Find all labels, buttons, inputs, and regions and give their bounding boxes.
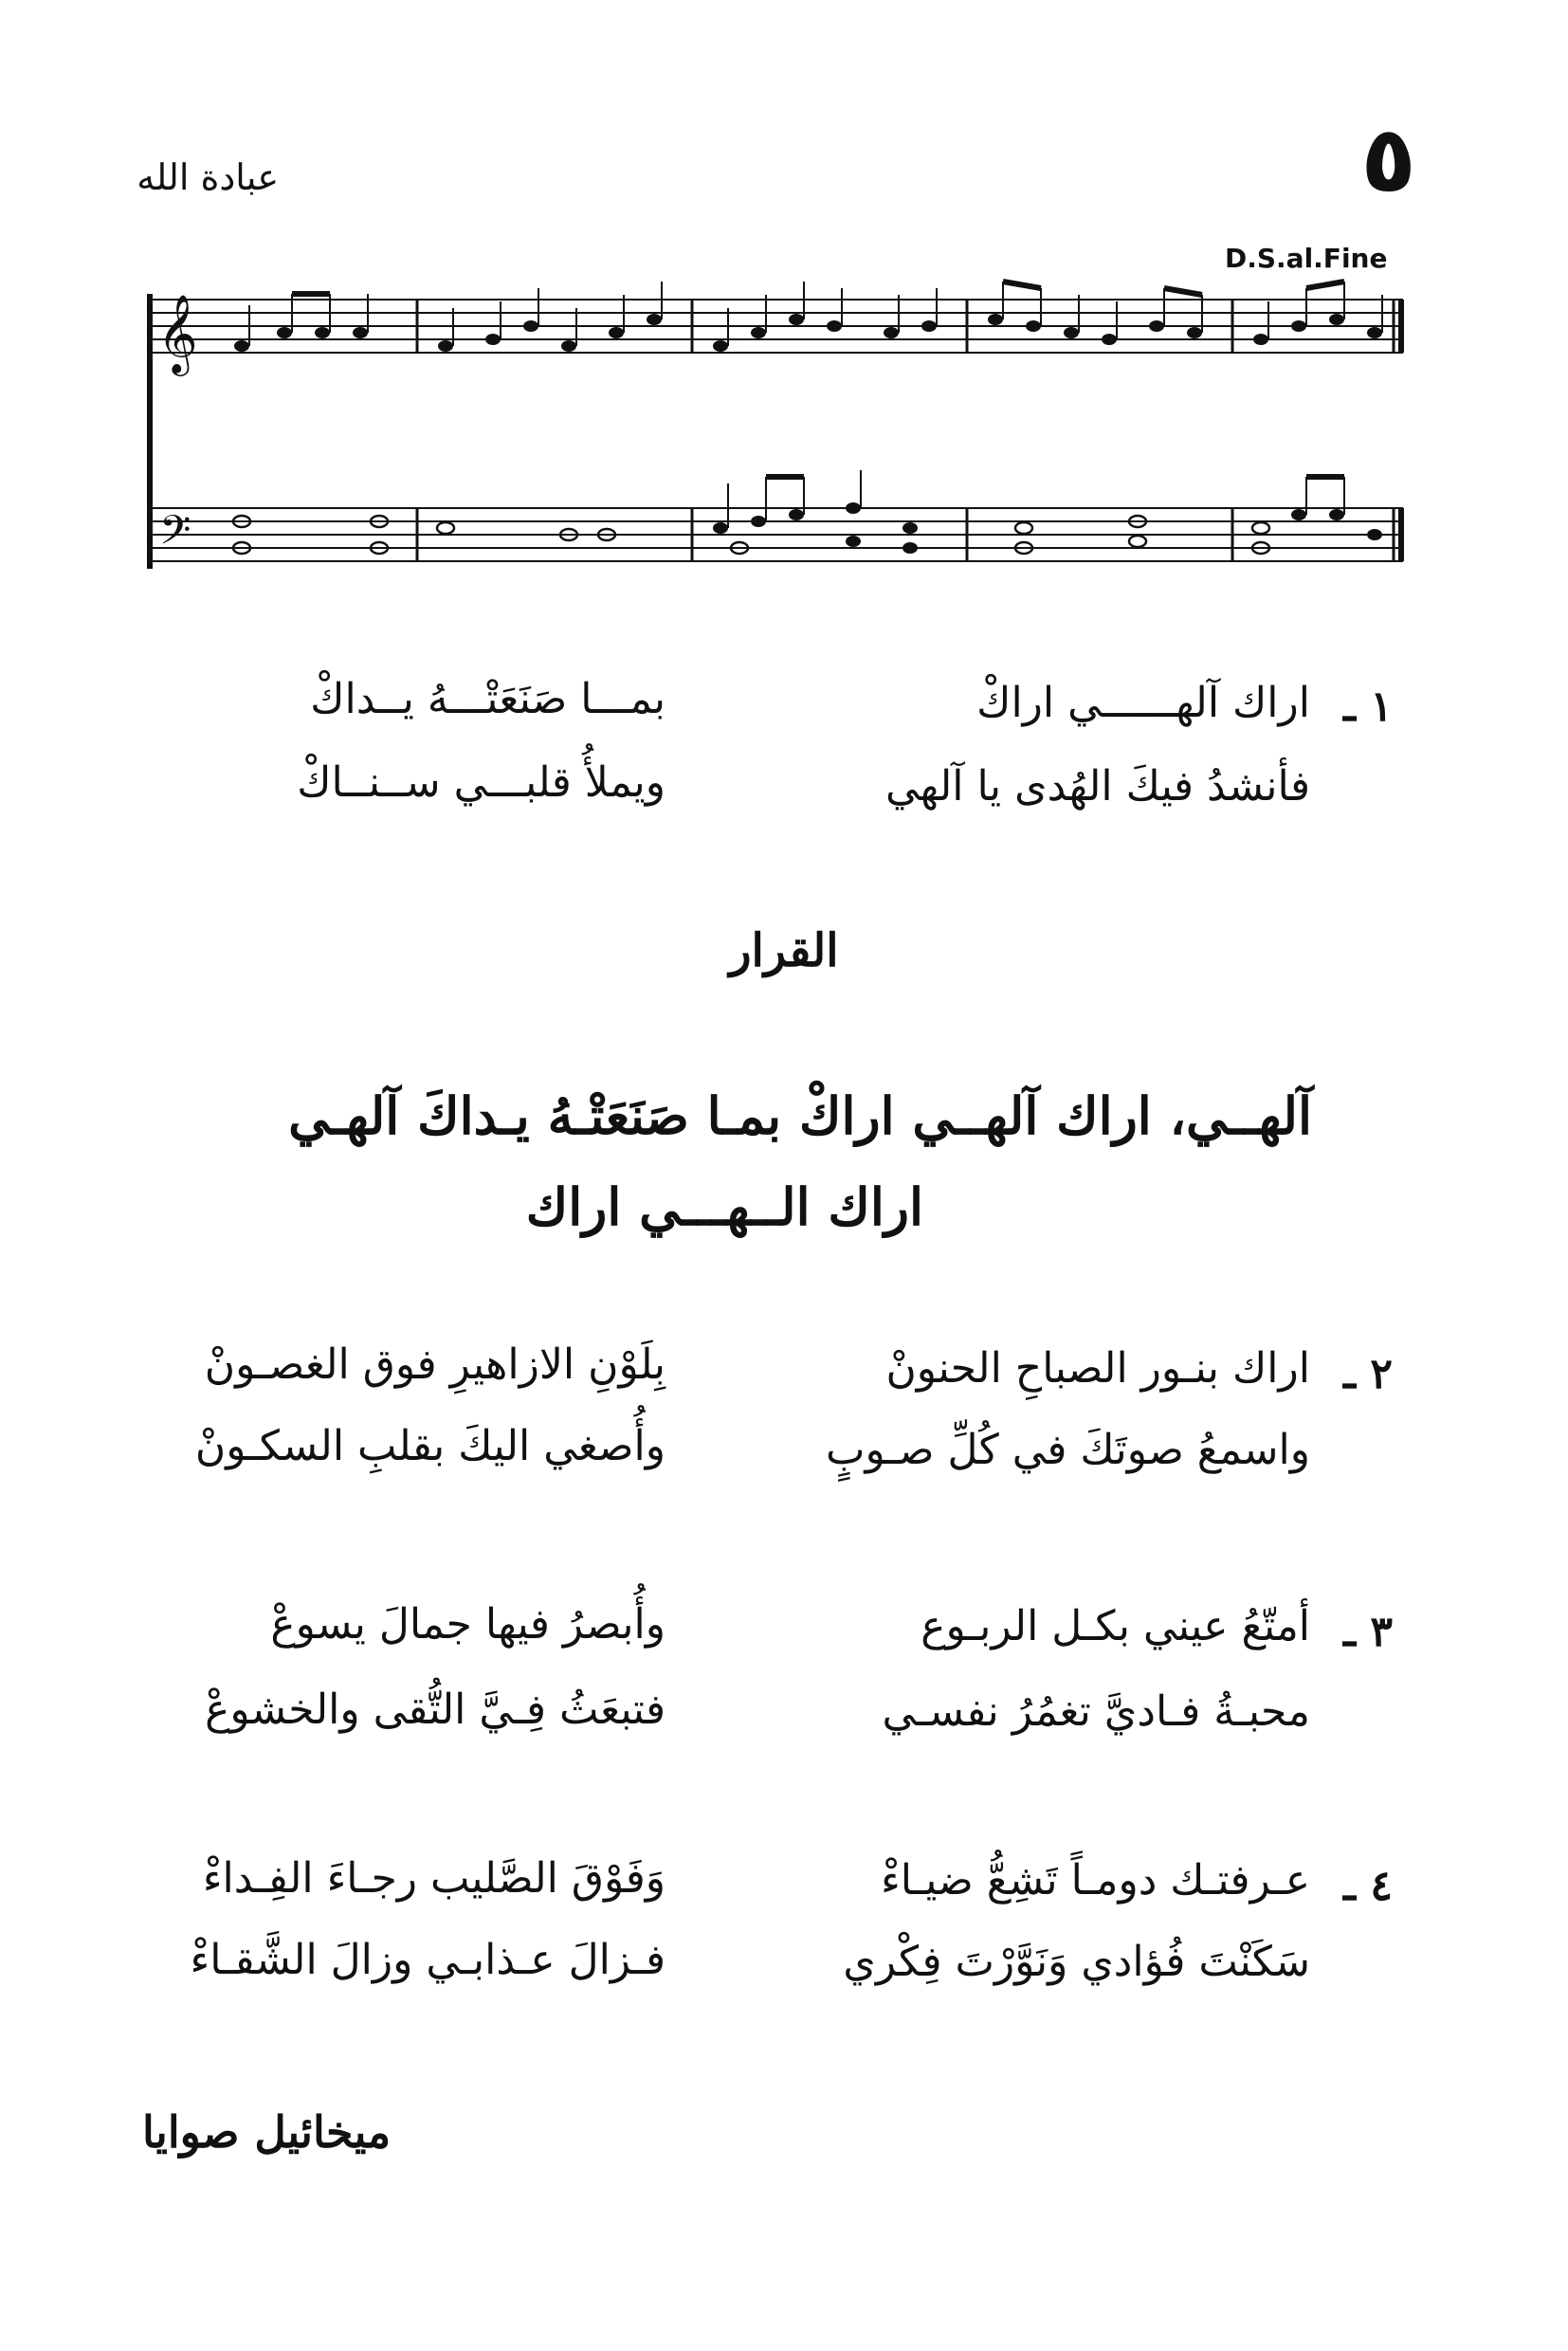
verse-line: اراك آلهــــــي اراكْ bbox=[976, 679, 1310, 727]
refrain-line: اراك الــهـــي اراك bbox=[525, 1176, 923, 1237]
verse-line: أمتّعُ عيني بكـل الربـوع bbox=[921, 1602, 1310, 1650]
verse-line: فـزالَ عـذابـي وزالَ الشَّقـاءْ bbox=[190, 1936, 665, 1984]
refrain-heading: القرار bbox=[729, 924, 839, 977]
refrain-line: آلهــي، اراك آلهــي اراكْ بمـا صَنَعَتْـهُ يـداكَ آلهـي bbox=[288, 1085, 1312, 1146]
verse-line: بِلَوْنِ الازاهيرِ فوق الغصـونْ bbox=[204, 1340, 665, 1389]
verse-line: وأُصغي اليكَ بقلبِ السكـونْ bbox=[194, 1422, 665, 1470]
verse-line: سَكَنْتَ فُؤادي وَنَوَّرْتَ فِكْري bbox=[843, 1938, 1310, 1986]
verse-line: واسمعُ صوتَكَ في كُلِّ صـوبٍ bbox=[826, 1426, 1310, 1474]
verse-line: عـرفتـك دومـاً تَشِعُّ ضيـاءْ bbox=[881, 1856, 1310, 1904]
music-score bbox=[133, 256, 1431, 616]
svg-text:𝄞: 𝄞 bbox=[157, 293, 198, 373]
verse-line: محبـةُ فـاديَّ تغمُرُ نفسـي bbox=[882, 1687, 1310, 1736]
tempo-marking: D.S.al.Fine bbox=[1225, 243, 1388, 274]
verse-number: ٤ ـ bbox=[1343, 1862, 1393, 1910]
section-title: عبادة الله bbox=[137, 156, 279, 198]
author-name: ميخائيل صوايا bbox=[142, 2106, 392, 2158]
verse-line: اراك بنـور الصباحِ الحنونْ bbox=[885, 1344, 1310, 1393]
verse-number: ٢ ـ bbox=[1343, 1350, 1393, 1398]
verse-line: فأنشدُ فيكَ الهُدى يا آلهي bbox=[884, 762, 1310, 811]
verse-line: وَفَوْقَ الصَّليب رجـاءَ الفِـداءْ bbox=[202, 1854, 665, 1903]
verse-line: وأُبصرُ فيها جمالَ يسوعْ bbox=[270, 1600, 665, 1649]
verse-line: ويملأُ قلبـــي ســنــاكْ bbox=[297, 758, 665, 807]
verse-number: ١ ـ bbox=[1343, 683, 1393, 731]
verse-line: فتبعَثُ فِـيَّ التُّقى والخشوعْ bbox=[205, 1686, 665, 1734]
verse-line: بمـــا صَنَعَتْـــهُ يــداكْ bbox=[310, 675, 665, 723]
verse-number: ٣ ـ bbox=[1343, 1608, 1393, 1656]
svg-text:𝄢: 𝄢 bbox=[159, 507, 191, 564]
page-number: ٥ bbox=[1360, 106, 1416, 212]
